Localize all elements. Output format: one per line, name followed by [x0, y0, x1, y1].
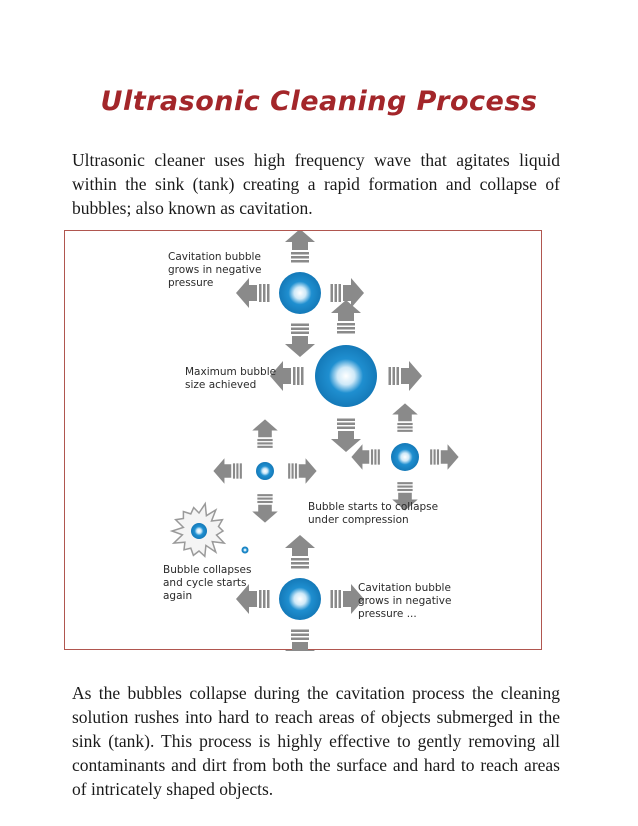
- bubble-stage-1: [236, 231, 364, 357]
- pressure-wave-arrow: [213, 458, 241, 484]
- bubble-stage-3b: [351, 403, 458, 510]
- bubble-stage-3a: [213, 419, 316, 522]
- label-max-size: Maximum bubble size achieved: [185, 366, 277, 391]
- label-grows-again: Cavitation bubble grows in negative pressure ...: [358, 582, 452, 620]
- page-title: Ultrasonic Cleaning Process: [100, 86, 538, 117]
- pressure-wave-arrow: [285, 231, 315, 263]
- pressure-wave-arrow: [392, 403, 418, 431]
- pressure-wave-arrow: [252, 494, 278, 522]
- cavitation-bubble: [279, 578, 321, 620]
- collapsed-bubble: [172, 504, 224, 557]
- cavitation-bubble: [391, 443, 419, 471]
- pressure-wave-arrow: [252, 419, 278, 447]
- label-bubble-grows: Cavitation bubble grows in negative pressure: [168, 251, 262, 289]
- cavitation-bubble: [315, 345, 377, 407]
- bubble-stage-5: [236, 535, 364, 651]
- conclusion-paragraph: As the bubbles collapse during the cavitation process the cleaning solution rushes into hard to reach areas of objects submerged in the sink (tank). This process is highly effective to gently removing all contaminants and dirt from both the surface and hard to reach areas of intricately shaped objects.: [72, 683, 560, 799]
- residual-bubble: [242, 547, 249, 554]
- pressure-wave-arrow: [285, 324, 315, 358]
- bubble-stage-2: [270, 300, 422, 452]
- label-collapses: Bubble collapses and cycle starts again: [163, 564, 252, 602]
- pressure-wave-arrow: [288, 458, 316, 484]
- cavitation-diagram-graphic: [65, 231, 543, 651]
- intro-paragraph: Ultrasonic cleaner uses high frequency wave that agitates liquid within the sink (tank) creating a rapid formation and collapse of bubbles; also known as cavitation.: [72, 150, 560, 218]
- pressure-wave-arrow: [351, 444, 379, 470]
- cavitation-diagram: [64, 230, 542, 650]
- cavitation-bubble: [279, 272, 321, 314]
- pressure-wave-arrow: [285, 630, 315, 652]
- pressure-wave-arrow: [331, 300, 361, 334]
- pressure-wave-arrow: [389, 361, 423, 391]
- pressure-wave-arrow: [285, 535, 315, 569]
- pressure-wave-arrow: [430, 444, 458, 470]
- label-starts-collapse: Bubble starts to collapse under compression: [308, 501, 439, 526]
- cavitation-bubble: [256, 462, 274, 480]
- pressure-wave-arrow: [331, 419, 361, 453]
